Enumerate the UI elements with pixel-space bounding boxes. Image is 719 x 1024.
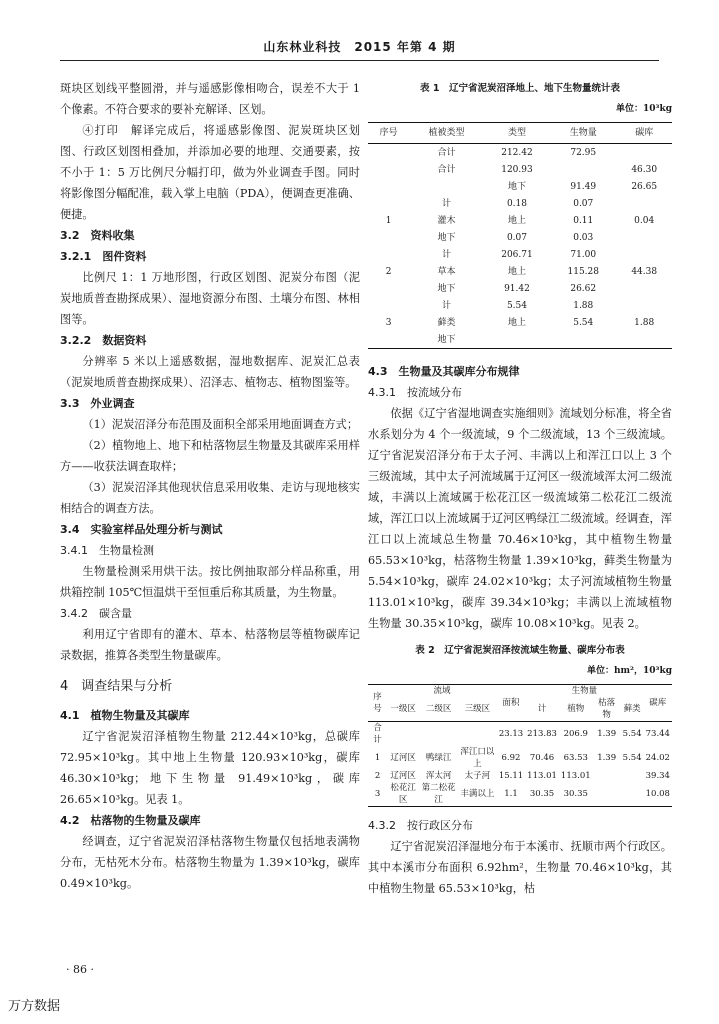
table1-caption: 表 1 辽宁省泥炭沼泽地上、地下生物量统计表 xyxy=(420,83,620,94)
table-cell: 91.49 xyxy=(570,181,597,192)
table2-header-xian: 藓类 xyxy=(623,704,641,714)
table-cell: 10.08 xyxy=(645,789,670,799)
table-cell: 5.54 xyxy=(622,753,642,763)
table-cell: 丰满以上 xyxy=(460,789,495,799)
table-cell xyxy=(616,246,672,263)
table-cell: 计 xyxy=(441,249,451,260)
table-cell: 26.65 xyxy=(631,181,658,192)
table-cell: 26.62 xyxy=(570,283,597,294)
table-cell: 地下 xyxy=(437,283,456,294)
table-row xyxy=(368,246,672,263)
table-cell: 15.11 xyxy=(498,771,524,781)
table2-caption: 表 2 辽宁省泥炭沼泽按流域生物量、碳库分布表 xyxy=(415,645,625,656)
table-cell: 30.35 xyxy=(563,789,588,799)
table1-header-cell: 类型 xyxy=(507,128,526,138)
table2-header-l3: 三级区 xyxy=(464,704,491,714)
table-row xyxy=(368,212,672,229)
table2-header-xuhao: 序号 xyxy=(373,692,382,714)
table-cell xyxy=(368,229,409,246)
table-cell: 44.38 xyxy=(631,266,658,277)
table2-header-area: 面积 xyxy=(502,698,520,708)
table-cell: 23.13 xyxy=(498,729,524,739)
table-cell: 115.28 xyxy=(567,266,599,277)
table-cell: 206.9 xyxy=(563,729,588,739)
table-cell xyxy=(616,144,672,162)
table2-header-kuluo: 枯落物 xyxy=(598,698,616,720)
table-cell: 213.83 xyxy=(527,729,557,739)
table-cell: 3 xyxy=(385,317,392,328)
table-cell: 0.07 xyxy=(573,198,594,209)
table-cell: 73.44 xyxy=(645,729,670,739)
paragraph-3-3-2: （2）植物地上、地下和枯落物层生物量及其碳库采用样方——收获法调查取样； xyxy=(60,439,360,473)
table1 xyxy=(368,122,672,349)
paragraph-4-3-2: 辽宁省泥炭沼泽湿地分布于本溪市、抚顺市两个行政区。其中本溪市分布面积 6.92hm²，生物量 70.46×10³kg，其中植物生物量 65.53×10³kg，枯 xyxy=(368,840,672,895)
table-cell xyxy=(419,722,458,747)
paragraph-intro: 斑块区划线平整圆滑，并与遥感影像相吻合，误差不大于 1 个像素。不符合要求的要补充解译、区划。 xyxy=(60,82,360,116)
table2-body xyxy=(368,722,672,807)
paragraph-3-2-1: 比例尺 1：1 万地形图，行政区划图、泥炭分布图（泥炭地质普查勘探成果）、湿地资源分布图、土壤分布图、林相图等。 xyxy=(60,271,360,326)
table-cell xyxy=(368,178,409,195)
table-cell xyxy=(368,195,409,212)
table1-header-cell: 植被类型 xyxy=(428,128,465,138)
paragraph-3-4-2: 利用辽宁省即有的灌木、草本、枯落物层等植物碳库记录数据，推算各类型生物量碳库。 xyxy=(60,628,360,662)
table-cell: 1 xyxy=(374,753,381,763)
paragraph-4-3-1: 依据《辽宁省湿地调查实施细则》流域划分标准，将全省水系划分为 4 个一级流域，9 个二级流域，13 个三级流域。辽宁省泥炭沼泽分布于太子河、丰满以上和浑江口以上 3 个三级流域，其中太子河流域属于辽河区一级流域浑太河二级流域，丰满以上流域属于松花江区一级流域第二松花江二级流域，浑江口以上流域属于辽河区鸭绿江二级流域。经调查，浑江口以上流域总生物量 70.46×10³kg，其中植物生物量 65.53×10³kg，枯落物生物量 1.39×10³kg，藓类生物量为 5.54×10³kg，碳库 24.02×10³kg；太子河流域植物生物量 113.01×10³kg，碳库 39.34×10³kg；丰满以上流域植物生物量 30.35×10³kg，碳库 10.08×10³kg。见表 2。 xyxy=(368,407,672,630)
table-cell: 0.07 xyxy=(506,232,527,243)
table2-header-liuyu: 流域 xyxy=(433,686,451,696)
table-cell: 0.18 xyxy=(506,198,527,209)
heading-3-4-1: 3.4.1 生物量检测 xyxy=(60,544,154,557)
table-cell: 地上 xyxy=(507,215,526,226)
table-cell: 0.03 xyxy=(573,232,594,243)
table-row xyxy=(368,331,672,349)
paragraph-3-2-2: 分辨率 5 米以上遥感数据，湿地数据库、泥炭汇总表（泥炭地质普查勘探成果）、沼泽志、植物志、植物图鉴等。 xyxy=(60,355,360,389)
table-cell: 113.01 xyxy=(560,771,591,781)
heading-4-3: 4.3 生物量及其碳库分布规律 xyxy=(368,365,520,378)
table-cell: 206.71 xyxy=(501,249,533,260)
table-cell: 6.92 xyxy=(501,753,521,763)
table-row xyxy=(368,722,672,747)
table1-header-row xyxy=(368,123,672,144)
table-cell: 212.42 xyxy=(501,147,533,158)
table-cell xyxy=(616,331,672,349)
table-cell: 1.39 xyxy=(597,753,617,763)
table-cell: 30.35 xyxy=(529,789,555,799)
table-cell xyxy=(368,144,409,162)
table-cell: 0.11 xyxy=(573,215,594,226)
table-cell: 计 xyxy=(441,300,451,311)
table-cell xyxy=(368,161,409,178)
table-cell xyxy=(458,722,497,747)
table-cell xyxy=(484,331,550,349)
table2 xyxy=(368,684,672,807)
table-cell: 辽河区 xyxy=(390,753,416,763)
table1-header-cell: 生物量 xyxy=(569,128,597,138)
table-cell: 1.1 xyxy=(504,789,518,799)
table2-header-l1: 一级区 xyxy=(390,704,416,714)
table-cell xyxy=(616,297,672,314)
heading-3-2-2: 3.2.2 数据资料 xyxy=(60,334,147,347)
table-row xyxy=(368,746,672,770)
heading-3-2: 3.2 资料收集 xyxy=(60,229,135,242)
table-row xyxy=(368,280,672,297)
table2-header-l2: 二级区 xyxy=(425,704,452,714)
paragraph-4-1: 辽宁省泥炭沼泽植物生物量 212.44×10³kg，总碳库 72.95×10³kg。其中地上生物量 120.93×10³kg，碳库 46.30×10³kg；地下生物量 91.49×10³kg，碳库 26.65×10³kg。见表 1。 xyxy=(60,730,360,806)
table-cell: 72.95 xyxy=(570,147,597,158)
table-cell: 46.30 xyxy=(631,164,658,175)
table-row xyxy=(368,161,672,178)
paragraph-print: ④打印 解译完成后，将遥感影像图、泥炭斑块区划图、行政区划图相叠加，并添加必要的地理、交通要素，按不小于 1：5 万比例尺分幅打印，做为外业调查手图。同时将影像图分幅配准，载入掌上电脑（PDA），便调查更准确、便捷。 xyxy=(60,124,360,221)
table1-body xyxy=(368,144,672,349)
heading-3-4-2: 3.4.2 碳含量 xyxy=(60,607,132,620)
table1-header-cell: 碳库 xyxy=(635,128,654,138)
table1-header-cell: 序号 xyxy=(379,128,398,138)
heading-3-3: 3.3 外业调查 xyxy=(60,397,135,410)
heading-4-3-2: 4.3.2 按行政区分布 xyxy=(368,819,473,832)
paragraph-4-2: 经调查，辽宁省泥炭沼泽枯落物生物量仅包括地表满物分布，无枯死木分布。枯落物生物量为 1.39×10³kg，碳库 0.49×10³kg。 xyxy=(60,835,360,890)
table-cell xyxy=(621,782,644,807)
page-number: · 86 · xyxy=(66,963,94,976)
table-cell: 63.53 xyxy=(563,753,588,763)
table-cell: 1.88 xyxy=(573,300,594,311)
table-cell: 1.39 xyxy=(597,729,617,739)
table-cell: 1 xyxy=(385,215,392,226)
table2-header-bio: 生物量 xyxy=(571,686,598,696)
table-cell xyxy=(368,280,409,297)
table-row xyxy=(368,178,672,195)
table-cell: 灌木 xyxy=(437,215,456,226)
table-cell: 113.01 xyxy=(527,771,557,781)
table-cell: 地下 xyxy=(437,334,456,345)
table-cell: 2 xyxy=(385,266,392,277)
table-cell xyxy=(593,782,621,807)
heading-3-4: 3.4 实验室样品处理分析与测试 xyxy=(60,523,223,536)
running-header: 山东林业科技 2015 年第 4 期 xyxy=(263,40,456,54)
table-row xyxy=(368,770,672,782)
table-cell: 3 xyxy=(374,789,381,799)
table-cell xyxy=(616,195,672,212)
table-cell: 太子河 xyxy=(464,771,491,781)
table-cell: 计 xyxy=(441,198,451,209)
table-cell: 合计 xyxy=(437,164,456,175)
table-cell: 地下 xyxy=(437,232,456,243)
table-cell: 合计 xyxy=(373,723,382,745)
paragraph-3-3-1: （1）泥炭沼泽分布范围及面积全部采用地面调查方式； xyxy=(82,418,359,431)
table-cell: 地上 xyxy=(507,317,526,328)
table-row xyxy=(368,297,672,314)
table-cell xyxy=(387,722,419,747)
table-cell: 0.04 xyxy=(634,215,655,226)
heading-4: 4 调查结果与分析 xyxy=(60,679,173,694)
heading-3-2-1: 3.2.1 图件资料 xyxy=(60,250,147,263)
heading-4-1: 4.1 植物生物量及其碳库 xyxy=(60,709,190,722)
table-cell xyxy=(409,178,484,195)
table-row xyxy=(368,314,672,331)
watermark: 万方数据 xyxy=(8,999,61,1014)
table-row xyxy=(368,195,672,212)
table-cell: 5.54 xyxy=(622,729,642,739)
table-cell xyxy=(368,297,409,314)
table-cell: 70.46 xyxy=(529,753,555,763)
table-cell: 草本 xyxy=(437,266,456,277)
table-cell: 松花江区 xyxy=(390,783,416,805)
table-cell: 浑太河 xyxy=(425,771,452,781)
table2-header-zhiwu: 植物 xyxy=(567,704,585,714)
table-cell xyxy=(593,770,621,782)
table2-header-row-1 xyxy=(368,685,672,698)
table-cell: 浑江口以上 xyxy=(460,747,495,769)
table-cell xyxy=(550,161,616,178)
table-cell: 地上 xyxy=(507,266,526,277)
table-cell: 2 xyxy=(374,771,381,781)
table2-header-ji: 计 xyxy=(537,704,547,714)
table-cell xyxy=(368,331,409,349)
table-cell: 120.93 xyxy=(501,164,533,175)
table-cell xyxy=(621,770,644,782)
table-cell xyxy=(616,229,672,246)
paragraph-3-3-3: （3）泥炭沼泽其他现状信息采用收集、走访与现地核实相结合的调查方法。 xyxy=(60,481,360,515)
table-cell: 91.42 xyxy=(504,283,530,294)
table-row xyxy=(368,782,672,807)
table2-unit: 单位：hm²，10³kg xyxy=(586,666,672,676)
table-cell: 5.54 xyxy=(506,300,527,311)
table-row xyxy=(368,263,672,280)
table-cell: 39.34 xyxy=(645,771,670,781)
table-cell: 地下 xyxy=(507,181,526,192)
heading-4-2: 4.2 枯落物的生物量及碳库 xyxy=(60,814,201,827)
heading-4-3-1: 4.3.1 按流域分布 xyxy=(368,386,462,399)
table-cell: 藓类 xyxy=(437,317,456,328)
table-row xyxy=(368,144,672,162)
paragraph-3-4-1: 生物量检测采用烘干法。按比例抽取部分样品称重，用烘箱控制 105℃恒温烘干至恒重后称其质量，为生物量。 xyxy=(60,565,360,599)
table1-unit: 单位：10³kg xyxy=(616,104,672,114)
left-column xyxy=(60,78,360,894)
table-cell: 5.54 xyxy=(573,317,594,328)
table-cell: 1.88 xyxy=(634,317,655,328)
header-rule xyxy=(60,60,659,61)
table-cell xyxy=(368,246,409,263)
table-row xyxy=(368,229,672,246)
table-cell: 24.02 xyxy=(645,753,670,763)
table-cell: 71.00 xyxy=(570,249,597,260)
table-cell xyxy=(550,331,616,349)
table-cell: 辽河区 xyxy=(390,771,416,781)
table2-header-tanku: 碳库 xyxy=(649,698,667,708)
table-cell: 合计 xyxy=(437,147,456,158)
table-cell: 第二松花江 xyxy=(421,783,456,805)
table-cell: 鸭绿江 xyxy=(425,753,452,763)
right-column xyxy=(368,78,672,899)
table-cell xyxy=(616,280,672,297)
